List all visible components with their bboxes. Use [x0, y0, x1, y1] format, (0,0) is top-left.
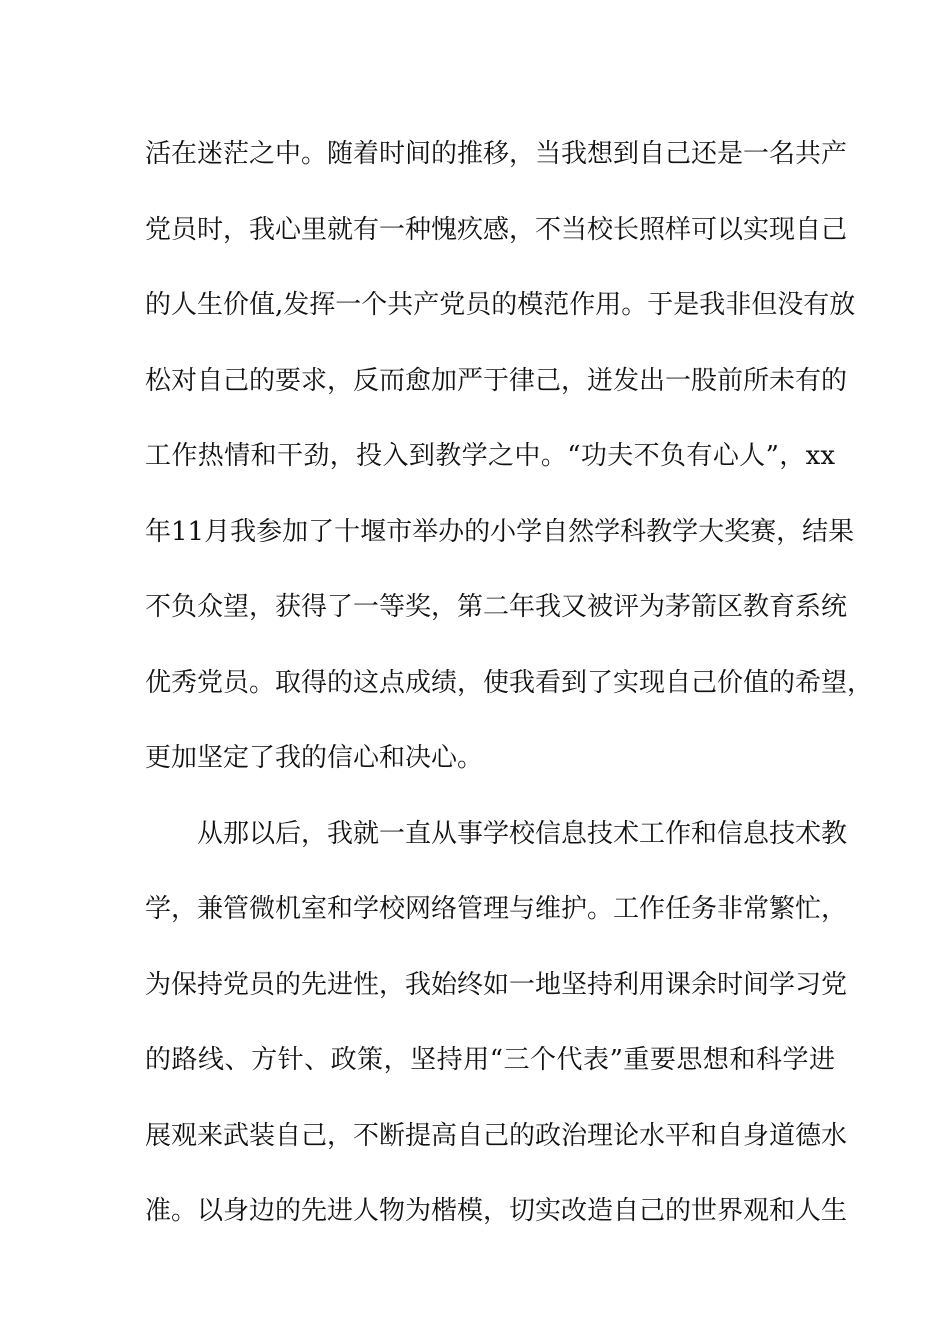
text-line: 活在迷茫之中。随着时间的推移，当我想到自己还是一名共产 — [145, 139, 848, 169]
text-line: 优秀党员。取得的这点成绩，使我看到了实现自己价值的希望， — [145, 667, 874, 698]
text-line: 更加坚定了我的信心和决心。 — [145, 743, 484, 773]
text-line: 党员时，我心里就有一种愧疚感，不当校长照样可以实现自己 — [145, 214, 848, 245]
text-line: 学，兼管微机室和学校网络管理与维护。工作任务非常繁忙， — [145, 894, 848, 924]
text-line: 不负众望，获得了一等奖，第二年我又被评为茅箭区教育系统 — [145, 592, 848, 622]
text-line: 的路线、方针、政策，坚持用“三个代表”重要思想和科学进 — [145, 1045, 835, 1075]
body-text — [145, 128, 874, 1261]
text-line: 年11月我参加了十堰市举办的小学自然学科教学大奖赛，结果 — [145, 516, 855, 547]
text-line: 从那以后，我就一直从事学校信息技术工作和信息技术教 — [197, 818, 848, 849]
text-line: 准。以身边的先进人物为楷模，切实改造自己的世界观和人生 — [145, 1196, 848, 1226]
text-line: 展观来武装自己，不断提高自己的政治理论水平和自身道德水 — [145, 1120, 848, 1151]
text-line: 工作热情和干劲，投入到教学之中。“功夫不负有心人”，xx — [145, 441, 835, 471]
text-line: 松对自己的要求，反而愈加严于律己，迸发出一股前所未有的 — [145, 365, 848, 396]
text-line: 的人生价值,发挥一个共产党员的模范作用。于是我非但没有放 — [145, 290, 856, 320]
text-line: 为保持党员的先进性，我始终如一地坚持利用课余时间学习党 — [145, 969, 848, 1000]
